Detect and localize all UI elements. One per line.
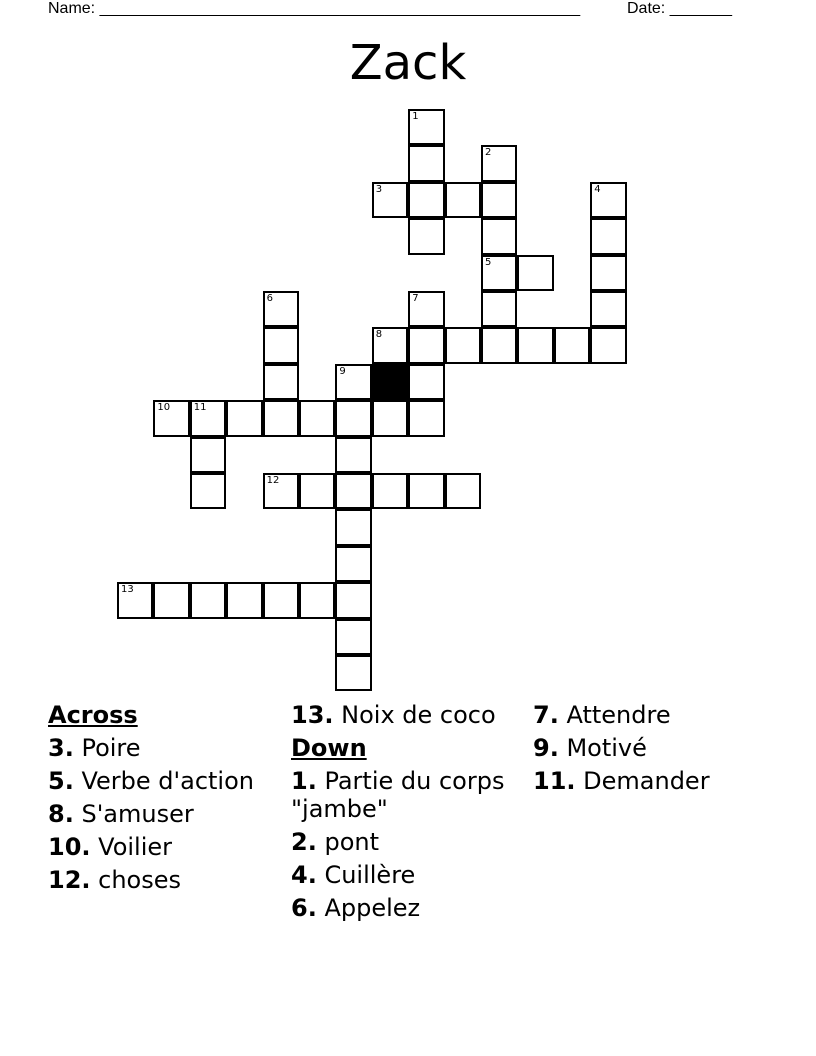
clue-item-number: 13.	[291, 701, 334, 729]
clue-item-text: Poire	[73, 734, 141, 762]
grid-cell[interactable]	[335, 364, 371, 400]
grid-cell[interactable]	[299, 400, 335, 436]
clue-item-number: 12.	[48, 866, 91, 894]
clue-item-number: 1.	[291, 767, 317, 795]
clue-number: 4	[594, 183, 601, 195]
clue-item	[291, 894, 521, 922]
grid-cell[interactable]	[335, 509, 371, 545]
grid-cell[interactable]	[335, 546, 371, 582]
grid-cell[interactable]	[226, 582, 262, 618]
clue-number: 2	[485, 147, 492, 159]
grid-cell[interactable]	[372, 400, 408, 436]
puzzle-title: Zack	[349, 35, 467, 91]
clue-column-2	[291, 701, 521, 927]
grid-cell[interactable]	[408, 109, 444, 145]
grid-cell[interactable]	[554, 327, 590, 363]
clue-number: 13	[121, 584, 134, 596]
clue-item-number: 9.	[533, 734, 559, 762]
clue-number: 11	[193, 402, 207, 414]
grid-cell[interactable]	[590, 327, 626, 363]
grid-cell[interactable]	[481, 182, 517, 218]
clue-item-number: 2.	[291, 828, 317, 856]
clue-item-number: 6.	[291, 894, 317, 922]
clue-item	[291, 767, 521, 823]
grid-cell[interactable]	[263, 364, 299, 400]
grid-cell[interactable]	[408, 291, 444, 327]
grid-cell[interactable]	[335, 400, 371, 436]
clue-item-text: Demander	[575, 767, 710, 795]
grid-cell[interactable]	[408, 145, 444, 181]
clue-item-text: Cuillère	[316, 861, 416, 889]
grid-cell[interactable]	[481, 218, 517, 254]
grid-cell[interactable]	[153, 400, 189, 436]
grid-cell[interactable]	[263, 327, 299, 363]
grid-cell[interactable]	[408, 218, 444, 254]
grid-cell[interactable]	[445, 327, 481, 363]
grid-cell[interactable]	[335, 619, 371, 655]
clue-item-text: Motivé	[558, 734, 647, 762]
clue-item-number: 3.	[48, 734, 74, 762]
clue-item-number: 10.	[48, 833, 91, 861]
clue-number: 1	[412, 111, 419, 122]
grid-cell[interactable]	[190, 400, 226, 436]
across-clue-list	[48, 734, 268, 894]
grid-cell[interactable]	[481, 145, 517, 181]
grid-cell[interactable]	[408, 327, 444, 363]
clue-item	[48, 767, 268, 795]
grid-cell[interactable]	[117, 582, 153, 618]
grid-cell[interactable]	[481, 255, 517, 291]
grid-cell[interactable]	[372, 473, 408, 509]
down-clue-list-continued	[533, 701, 793, 795]
grid-cell-black	[372, 364, 408, 400]
grid-cell[interactable]	[299, 582, 335, 618]
across-heading: Across	[48, 701, 138, 729]
clue-item	[48, 833, 268, 861]
clue-item	[48, 734, 268, 762]
grid-cell[interactable]	[445, 182, 481, 218]
across-clue-list-continued	[291, 701, 521, 729]
grid-cell[interactable]	[590, 255, 626, 291]
clue-item	[533, 767, 793, 795]
clue-item-text: S'amuser	[73, 800, 194, 828]
grid-cell[interactable]	[263, 582, 299, 618]
clue-item	[48, 800, 268, 828]
clue-column-3	[533, 701, 793, 800]
grid-cell[interactable]	[372, 327, 408, 363]
clue-item-text: Appelez	[316, 894, 421, 922]
clue-item-number: 11.	[533, 767, 576, 795]
date-field: Date: _______	[627, 0, 732, 17]
clue-item	[533, 701, 793, 729]
grid-cell[interactable]	[299, 473, 335, 509]
grid-cell[interactable]	[335, 473, 371, 509]
clue-number: 12	[266, 475, 280, 486]
clue-item	[48, 866, 268, 894]
clue-item-number: 7.	[533, 701, 559, 729]
clue-item-text: Noix de coco	[333, 701, 496, 729]
grid-cell[interactable]	[263, 291, 299, 327]
grid-cell[interactable]	[335, 655, 371, 691]
clue-number: 9	[339, 365, 346, 377]
grid-cell[interactable]	[408, 182, 444, 218]
grid-cell[interactable]	[408, 473, 444, 509]
clue-item-text: Voilier	[90, 833, 173, 861]
clue-number: 8	[375, 329, 383, 341]
grid-cell[interactable]	[408, 400, 444, 436]
clue-item	[291, 828, 521, 856]
grid-cell[interactable]	[335, 582, 371, 618]
clue-column-1	[48, 701, 268, 899]
clue-item-number: 5.	[48, 767, 74, 795]
clue-number: 3	[375, 183, 383, 195]
clue-number: 6	[266, 293, 273, 304]
grid-cell[interactable]	[263, 473, 299, 509]
grid-cell[interactable]	[590, 218, 626, 254]
clue-item-number: 8.	[48, 800, 74, 828]
clue-item-text: choses	[90, 866, 182, 894]
grid-cell[interactable]	[590, 291, 626, 327]
clue-number: 5	[485, 256, 492, 268]
clue-item	[291, 861, 521, 889]
clue-item-text: Attendre	[558, 701, 671, 729]
clue-item-text: pont	[316, 828, 379, 856]
grid-cell[interactable]	[263, 400, 299, 436]
grid-cell[interactable]	[481, 327, 517, 363]
clue-item-text: Partie du corps "jambe"	[291, 767, 505, 823]
grid-cell[interactable]	[226, 400, 262, 436]
clue-item-number: 4.	[291, 861, 317, 889]
clue-number: 7	[412, 293, 419, 304]
grid-cell[interactable]	[190, 582, 226, 618]
grid-cell[interactable]	[153, 582, 189, 618]
grid-cell[interactable]	[590, 182, 626, 218]
clue-item	[291, 701, 521, 729]
grid-cell[interactable]	[517, 327, 553, 363]
name-field: Name: ______________________________________________________	[48, 0, 581, 17]
clue-item-text: Verbe d'action	[73, 767, 254, 795]
grid-cell[interactable]	[481, 291, 517, 327]
grid-cell[interactable]	[408, 364, 444, 400]
grid-cell[interactable]	[517, 255, 553, 291]
grid-cell[interactable]	[372, 182, 408, 218]
down-heading: Down	[291, 734, 367, 762]
grid-cell[interactable]	[190, 437, 226, 473]
grid-cell[interactable]	[335, 437, 371, 473]
clue-item	[533, 734, 793, 762]
down-clue-list	[291, 767, 521, 922]
clue-number: 10	[157, 402, 171, 414]
grid-cell[interactable]	[445, 473, 481, 509]
grid-cell[interactable]	[190, 473, 226, 509]
